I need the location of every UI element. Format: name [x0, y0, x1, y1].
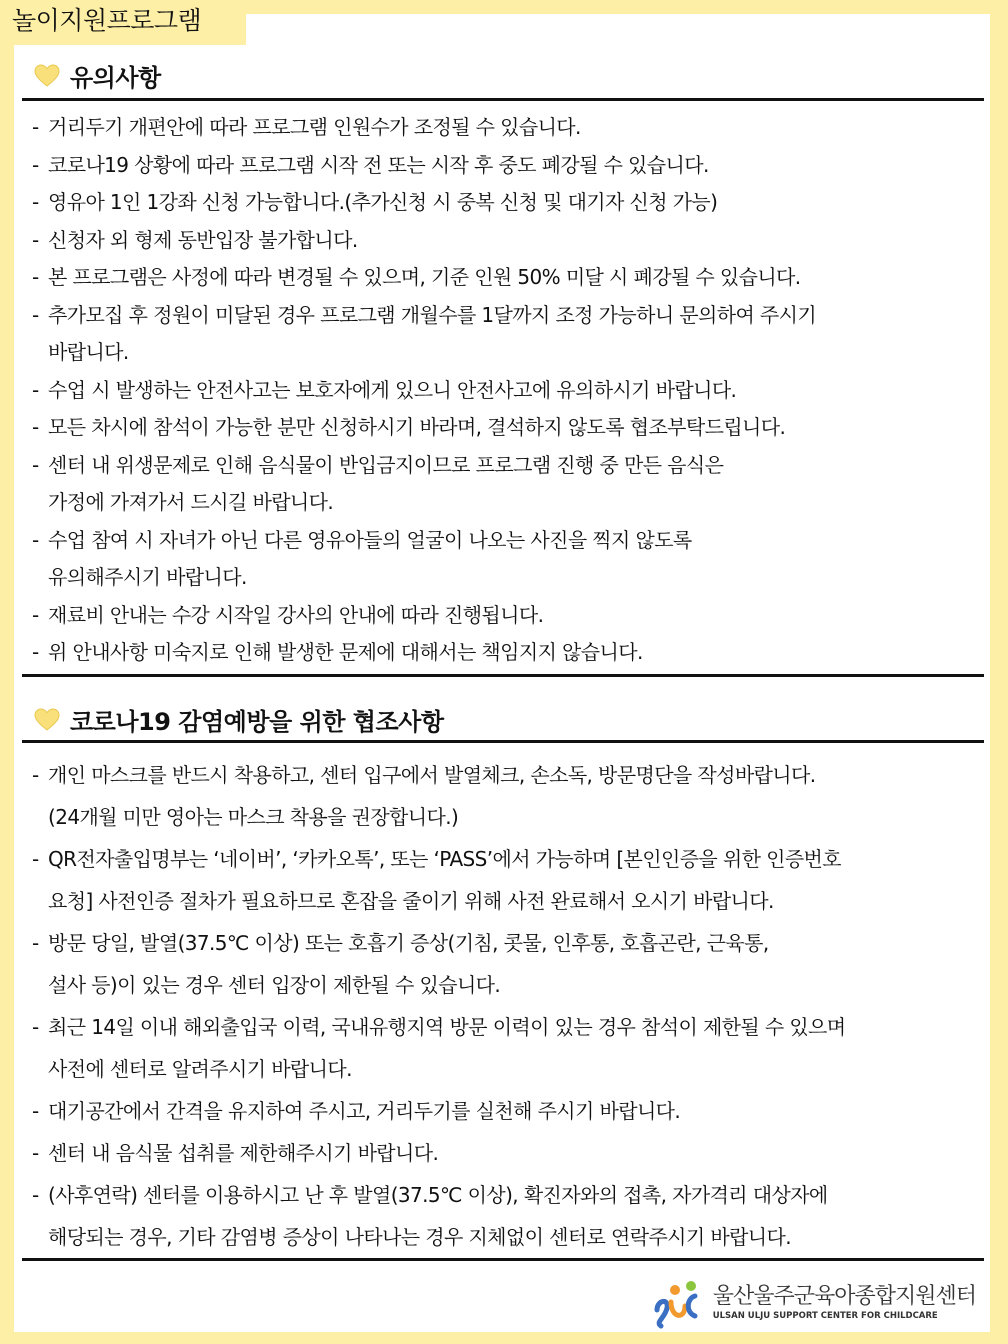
bullet-dash: -: [32, 415, 39, 439]
section-divider: [22, 674, 984, 677]
list-item-text: 코로나19 상황에 따라 프로그램 시작 전 또는 시작 후 중도 폐강될 수 있습니다.: [48, 152, 709, 177]
bullet-dash: -: [32, 640, 39, 664]
notice-paper: [14, 14, 990, 1332]
list-item: [32, 109, 982, 147]
heart-icon: [34, 64, 60, 88]
bullet-dash: -: [32, 377, 39, 402]
bullet-dash: -: [32, 527, 39, 552]
bullet-dash: -: [32, 302, 39, 327]
list-item: [32, 922, 982, 1006]
list-item: [32, 634, 982, 672]
list-item-text: 센터 내 위생문제로 인해 음식물이 반입금지이므로 프로그램 진행 중 만든 음식은 가정에 가져가서 드시길 바랍니다.: [48, 452, 724, 514]
list-item-text: 방문 당일, 발열(37.5℃ 이상) 또는 호흡기 증상(기침, 콧물, 인후통, 호흡곤란, 근육통, 설사 등)이 있는 경우 센터 입장이 제한될 수 있습니다.: [48, 931, 769, 997]
list-item-text: 수업 참여 시 자녀가 아닌 다른 영유아들의 얼굴이 나오는 사진을 찍지 않도록 유의해주시기 바랍니다.: [48, 527, 692, 589]
list-item: [32, 1174, 982, 1258]
list-item-text: 신청자 외 형제 동반입장 불가합니다.: [48, 227, 358, 252]
center-name-korean: 울산울주군육아종합지원센터: [712, 1284, 976, 1309]
list-item-text: 추가모집 후 정원이 미달된 경우 프로그램 개월수를 1달까지 조정 가능하니 문의하여 주시기 바랍니다.: [48, 302, 817, 364]
list-item: [32, 222, 982, 260]
covid-list: [32, 754, 982, 1258]
list-item-text: 거리두기 개편안에 따라 프로그램 인원수가 조정될 수 있습니다.: [48, 115, 581, 139]
list-item-text: 재료비 안내는 수강 시작일 강사의 안내에 따라 진행됩니다.: [48, 602, 544, 627]
list-item-text: (사후연락) 센터를 이용하시고 난 후 발열(37.5℃ 이상), 확진자와의 접촉, 자가격리 대상자에 해당되는 경우, 기타 감염병 증상이 나타나는 경우 지체없이 센터로 연락주시기 바랍니다.: [48, 1183, 828, 1249]
notes-list: [32, 109, 982, 672]
list-item-text: 모든 차시에 참석이 가능한 분만 신청하시기 바라며, 결석하지 않도록 협조부탁드립니다.: [48, 415, 786, 439]
bullet-dash: -: [32, 1183, 39, 1207]
list-item: [32, 297, 982, 372]
list-item-text: 개인 마스크를 반드시 착용하고, 센터 입구에서 발열체크, 손소독, 방문명단을 작성바랍니다. (24개월 미만 영아는 마스크 착용을 권장합니다.): [48, 763, 816, 829]
section-header-covid: [34, 702, 444, 737]
list-item-text: 대기공간에서 간격을 유지하여 주시고, 거리두기를 실천해 주시기 바랍니다.: [48, 1099, 681, 1123]
list-item: [32, 1090, 982, 1132]
list-item-text: 위 안내사항 미숙지로 인해 발생한 문제에 대해서는 책임지지 않습니다.: [48, 640, 643, 664]
bullet-dash: -: [32, 152, 39, 177]
list-item-text: 본 프로그램은 사정에 따라 변경될 수 있으며, 기준 인원 50% 미달 시 폐강될 수 있습니다.: [48, 265, 801, 289]
bullet-dash: -: [32, 452, 39, 477]
section-title: 유의사항: [70, 64, 161, 92]
list-item: [32, 259, 982, 297]
list-item-text: QR전자출입명부는 ‘네이버’, ‘카카오톡’, 또는 ‘PASS’에서 가능하며 [본인인증을 위한 인증번호 요청] 사전인증 절차가 필요하므로 혼잡을 줄이기 위해 사전 완료해서 오시기 바랍니다.: [48, 847, 841, 913]
list-item: [32, 409, 982, 447]
bullet-dash: -: [32, 602, 39, 627]
list-item: [32, 522, 982, 597]
list-item: [32, 184, 982, 222]
bullet-dash: -: [32, 190, 39, 214]
list-item: [32, 838, 982, 922]
bullet-dash: -: [32, 1099, 39, 1123]
center-logo-icon: [651, 1276, 705, 1330]
center-name-english: ULSAN ULJU SUPPORT CENTER FOR CHILDCARE: [712, 1311, 938, 1321]
heart-icon: [34, 708, 60, 732]
center-logo: [651, 1276, 976, 1330]
list-item: [32, 447, 982, 522]
list-item: [32, 754, 982, 838]
list-item-text: 최근 14일 이내 해외출입국 이력, 국내유행지역 방문 이력이 있는 경우 참석이 제한될 수 있으며 사전에 센터로 알려주시기 바랍니다.: [48, 1015, 846, 1081]
page-tab-title: 놀이지원프로그램: [0, 0, 246, 45]
bullet-dash: -: [32, 1141, 39, 1165]
list-item-text: 영유아 1인 1강좌 신청 가능합니다.(추가신청 시 중복 신청 및 대기자 신청 가능): [48, 190, 718, 214]
section-title: 코로나19 감염예방을 위한 협조사항: [70, 708, 444, 736]
bullet-dash: -: [32, 931, 39, 955]
bullet-dash: -: [32, 847, 39, 871]
list-item: [32, 1006, 982, 1090]
list-item-text: 수업 시 발생하는 안전사고는 보호자에게 있으니 안전사고에 유의하시기 바랍니다.: [48, 377, 737, 402]
list-item: [32, 597, 982, 635]
list-item: [32, 1132, 982, 1174]
bullet-dash: -: [32, 265, 39, 289]
section-divider: [22, 1258, 984, 1261]
list-item: [32, 147, 982, 185]
bullet-dash: -: [32, 115, 39, 139]
bullet-dash: -: [32, 763, 39, 787]
section-header-notes: [34, 58, 161, 93]
bullet-dash: -: [32, 1015, 39, 1039]
bullet-dash: -: [32, 227, 39, 252]
section-divider: [22, 740, 984, 743]
list-item-text: 센터 내 음식물 섭취를 제한해주시기 바랍니다.: [48, 1141, 439, 1165]
section-divider: [22, 98, 984, 101]
list-item: [32, 372, 982, 410]
